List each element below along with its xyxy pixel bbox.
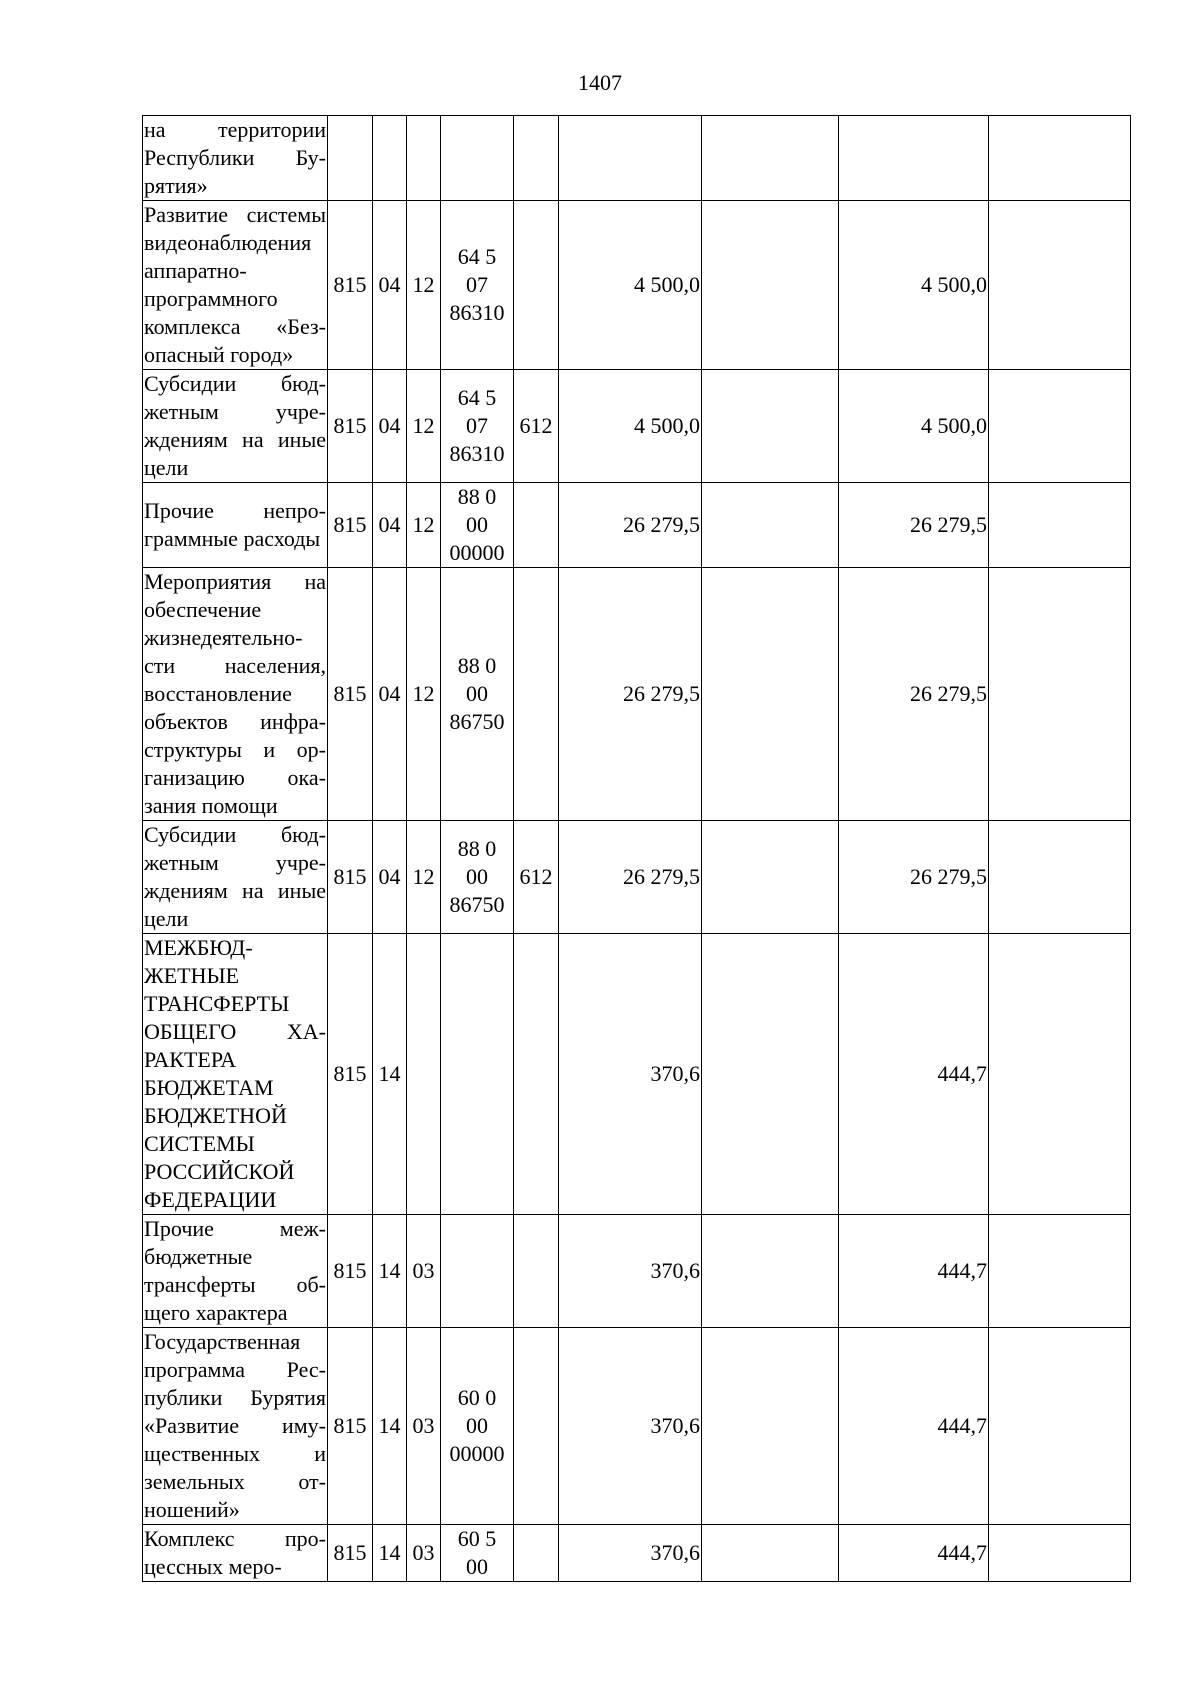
amount-col-9-cell (989, 1328, 1131, 1525)
target-article-line: 00 (466, 1413, 488, 1438)
amount-year-1-cell: 370,6 (559, 1328, 702, 1525)
amount-year-2-cell: 26 279,5 (839, 483, 989, 568)
target-article-cell (441, 370, 514, 483)
table-row (143, 934, 1131, 1215)
target-article-line: 00 (466, 512, 488, 537)
target-article-line: 00000 (449, 540, 505, 565)
expense-name: Развитие системы видеонаблюдения аппаратно-программного комплекса «Безопасный город» (144, 202, 326, 367)
target-article-cell (441, 568, 514, 821)
table-body (143, 116, 1131, 1582)
target-article-line: 88 0 (457, 653, 497, 678)
amount-year-1-cell: 370,6 (559, 934, 702, 1215)
amount-year-2-cell: 26 279,5 (839, 821, 989, 934)
section-code-cell: 14 (373, 1215, 407, 1328)
target-article-line: 86310 (449, 441, 505, 466)
target-article-line: 60 0 (457, 1385, 497, 1410)
subsection-code-cell: 12 (407, 201, 441, 370)
ministry-code-cell: 815 (328, 568, 373, 821)
expense-type-cell (514, 201, 559, 370)
ministry-code-cell: 815 (328, 201, 373, 370)
amount-year-2-cell: 4 500,0 (839, 370, 989, 483)
target-article-line: 64 5 (457, 385, 497, 410)
target-article-cell (441, 116, 514, 201)
target-article-line: 07 (466, 413, 488, 438)
amount-col-7-cell (702, 1215, 839, 1328)
subsection-code-cell: 12 (407, 370, 441, 483)
expense-type-cell (514, 1215, 559, 1328)
amount-year-1-cell: 26 279,5 (559, 568, 702, 821)
section-code-cell: 04 (373, 201, 407, 370)
expense-name-cell (143, 1215, 328, 1328)
amount-year-2-cell (839, 116, 989, 201)
ministry-code-cell: 815 (328, 1525, 373, 1582)
section-code-cell: 04 (373, 483, 407, 568)
target-article-line: 86310 (449, 300, 505, 325)
table-row (143, 201, 1131, 370)
amount-year-2-cell: 26 279,5 (839, 568, 989, 821)
target-article-cell (441, 1525, 514, 1582)
table-row (143, 1215, 1131, 1328)
amount-year-1-cell: 4 500,0 (559, 370, 702, 483)
expense-type-cell (514, 483, 559, 568)
section-code-cell (373, 116, 407, 201)
target-article-line: 07 (466, 272, 488, 297)
subsection-code-cell: 03 (407, 1328, 441, 1525)
table-row (143, 568, 1131, 821)
expense-name: МЕЖБЮДЖЕТНЫЕ ТРАНСФЕРТЫ ОБЩЕГО ХАРАКТЕРА БЮДЖЕТАМ БЮДЖЕТНОЙ СИСТЕМЫ РОССИЙСКОЙ ФЕДЕРАЦИИ (144, 935, 326, 1212)
amount-year-1-cell: 370,6 (559, 1215, 702, 1328)
expense-type-cell (514, 568, 559, 821)
expense-name-cell (143, 201, 328, 370)
amount-col-7-cell (702, 201, 839, 370)
expense-name-cell (143, 370, 328, 483)
table-row (143, 1525, 1131, 1582)
subsection-code-cell: 12 (407, 483, 441, 568)
amount-col-7-cell (702, 483, 839, 568)
expense-type-cell (514, 1525, 559, 1582)
expense-type-cell (514, 1328, 559, 1525)
amount-col-7-cell (702, 1328, 839, 1525)
target-article-line: 00 (466, 681, 488, 706)
section-code-cell: 14 (373, 934, 407, 1215)
expense-type-cell (514, 116, 559, 201)
target-article-cell (441, 1215, 514, 1328)
ministry-code-cell: 815 (328, 934, 373, 1215)
expense-name-cell (143, 821, 328, 934)
target-article-line: 00 (466, 1554, 488, 1579)
amount-col-9-cell (989, 116, 1131, 201)
amount-col-7-cell (702, 821, 839, 934)
page-number: 1407 (578, 70, 622, 95)
target-article-cell (441, 821, 514, 934)
expense-name: на территории Республики Бурятия» (144, 117, 326, 198)
section-code-cell: 04 (373, 568, 407, 821)
amount-col-9-cell (989, 1215, 1131, 1328)
section-code-cell: 04 (373, 821, 407, 934)
ministry-code-cell: 815 (328, 370, 373, 483)
target-article-line: 64 5 (457, 244, 497, 269)
section-code-cell: 14 (373, 1328, 407, 1525)
amount-col-9-cell (989, 1525, 1131, 1582)
table-row (143, 483, 1131, 568)
target-article-line: 00 (466, 864, 488, 889)
amount-year-2-cell: 444,7 (839, 1525, 989, 1582)
amount-year-2-cell: 4 500,0 (839, 201, 989, 370)
amount-col-7-cell (702, 934, 839, 1215)
target-article-cell (441, 1328, 514, 1525)
subsection-code-cell: 03 (407, 1525, 441, 1582)
table-row (143, 1328, 1131, 1525)
amount-year-1-cell: 4 500,0 (559, 201, 702, 370)
target-article-line: 86750 (449, 709, 505, 734)
ministry-code-cell: 815 (328, 821, 373, 934)
expense-name-cell (143, 568, 328, 821)
table-row (143, 116, 1131, 201)
amount-col-9-cell (989, 821, 1131, 934)
amount-col-9-cell (989, 201, 1131, 370)
target-article-cell (441, 934, 514, 1215)
amount-year-1-cell: 370,6 (559, 1525, 702, 1582)
expense-type-cell: 612 (514, 370, 559, 483)
expense-type-cell (514, 934, 559, 1215)
amount-col-9-cell (989, 568, 1131, 821)
expense-name: Прочие межбюджетные трансферты общего характера (144, 1216, 326, 1325)
table-row (143, 370, 1131, 483)
target-article-line: 88 0 (457, 484, 497, 509)
section-code-cell: 14 (373, 1525, 407, 1582)
subsection-code-cell: 12 (407, 568, 441, 821)
target-article-line: 60 5 (457, 1526, 497, 1551)
expense-name-cell (143, 1328, 328, 1525)
ministry-code-cell: 815 (328, 1328, 373, 1525)
expense-name-cell (143, 483, 328, 568)
expense-name: Комплекс процессных меро- (144, 1526, 326, 1579)
expense-name: Государственная программа Республики Бурятия «Развитие имущественных и земельных отношений» (144, 1329, 326, 1522)
subsection-code-cell: 12 (407, 821, 441, 934)
expense-name-cell (143, 116, 328, 201)
ministry-code-cell (328, 116, 373, 201)
amount-col-7-cell (702, 568, 839, 821)
expense-name: Прочие непрограммные расходы (144, 498, 326, 551)
subsection-code-cell (407, 934, 441, 1215)
amount-col-9-cell (989, 483, 1131, 568)
amount-col-7-cell (702, 370, 839, 483)
target-article-line: 86750 (449, 892, 505, 917)
amount-col-9-cell (989, 934, 1131, 1215)
expense-name-cell (143, 934, 328, 1215)
amount-year-1-cell: 26 279,5 (559, 483, 702, 568)
target-article-line: 00000 (449, 1441, 505, 1466)
amount-year-2-cell: 444,7 (839, 1215, 989, 1328)
subsection-code-cell (407, 116, 441, 201)
amount-col-7-cell (702, 116, 839, 201)
budget-table (142, 115, 1131, 1582)
amount-year-2-cell: 444,7 (839, 1328, 989, 1525)
amount-year-2-cell: 444,7 (839, 934, 989, 1215)
amount-col-9-cell (989, 370, 1131, 483)
expense-name-cell (143, 1525, 328, 1582)
amount-col-7-cell (702, 1525, 839, 1582)
ministry-code-cell: 815 (328, 1215, 373, 1328)
expense-name: Субсидии бюджетным учреждениям на иные цели (144, 371, 326, 480)
amount-year-1-cell: 26 279,5 (559, 821, 702, 934)
expense-type-cell: 612 (514, 821, 559, 934)
ministry-code-cell: 815 (328, 483, 373, 568)
subsection-code-cell: 03 (407, 1215, 441, 1328)
target-article-cell (441, 201, 514, 370)
table-row (143, 821, 1131, 934)
section-code-cell: 04 (373, 370, 407, 483)
expense-name: Субсидии бюджетным учреждениям на иные цели (144, 822, 326, 931)
target-article-line: 88 0 (457, 836, 497, 861)
expense-name: Мероприятия на обеспечение жизнедеятельности населения, восстановление объектов инфраструктуры и организацию оказания помощи (144, 569, 326, 818)
target-article-cell (441, 483, 514, 568)
amount-year-1-cell (559, 116, 702, 201)
